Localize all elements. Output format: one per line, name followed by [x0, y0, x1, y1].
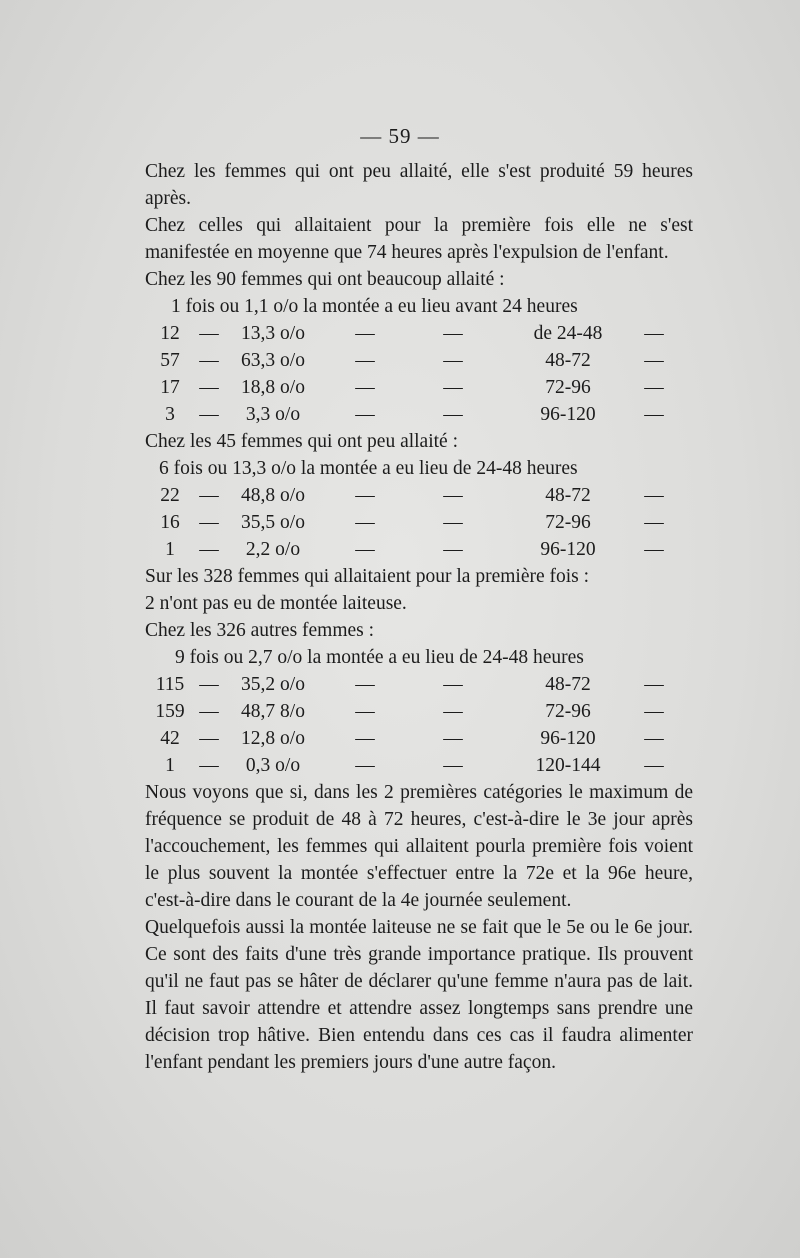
row-ditto: —	[443, 701, 463, 722]
row-ditto: —	[644, 674, 664, 695]
row-percent: 0,3 o/o	[245, 755, 301, 776]
row-ditto: —	[355, 674, 375, 695]
stat-row	[147, 509, 669, 536]
page-body	[145, 158, 693, 1076]
row-percent: 35,2 o/o	[241, 674, 305, 695]
row-ditto: —	[644, 377, 664, 398]
row-ditto: —	[355, 323, 375, 344]
page-number: — 59 —	[360, 124, 440, 148]
row-percent: 13,3 o/o	[241, 323, 305, 344]
row-hour-range: 96-120	[540, 728, 596, 749]
row-dash: —	[199, 701, 219, 722]
row-ditto: —	[644, 755, 664, 776]
stat-row	[147, 347, 669, 374]
stat-row	[147, 374, 669, 401]
stat-row	[147, 536, 669, 563]
paragraph-1: Chez les femmes qui ont peu allaité, elle s'est produité 59 heures après.	[145, 161, 693, 209]
row-ditto: —	[644, 512, 664, 533]
row-dash: —	[199, 674, 219, 695]
row-count: 22	[160, 485, 180, 506]
row-count: 159	[155, 701, 185, 722]
group2-table	[147, 482, 669, 563]
group2-heading: Chez les 45 femmes qui ont peu allaité :	[145, 431, 458, 452]
row-percent: 35,5 o/o	[241, 512, 305, 533]
row-percent: 48,8 o/o	[241, 485, 305, 506]
paragraph-4: Quelquefois aussi la montée laiteuse ne se fait que le 5e ou le 6e jour. Ce sont des faits d'une très grande importance pratique. Ils prouvent qu'il ne faut pas se hâter de déclarer qu'une femme n'aura pas de lait. Il faut savoir attendre et attendre assez longtemps sans prendre une décision trop hâtive. Bien entendu dans ces cas il faudra alimenter l'enfant pendant les premiers jours d'une autre façon.	[145, 917, 693, 1073]
stat-row	[147, 698, 669, 725]
row-hour-range: 120-144	[535, 755, 601, 776]
row-count: 115	[155, 674, 185, 695]
row-count: 57	[160, 350, 180, 371]
row-ditto: —	[355, 512, 375, 533]
row-dash: —	[199, 512, 219, 533]
row-percent: 18,8 o/o	[241, 377, 305, 398]
row-hour-range: de 24-48	[533, 323, 603, 344]
row-ditto: —	[644, 701, 664, 722]
row-dash: —	[199, 377, 219, 398]
row-hour-range: 48-72	[545, 485, 591, 506]
row-dash: —	[199, 539, 219, 560]
row-ditto: —	[355, 539, 375, 560]
row-ditto: —	[355, 350, 375, 371]
row-ditto: —	[443, 485, 463, 506]
group2-first-line: 6 fois ou 13,3 o/o la montée a eu lieu de 24-48 heures	[159, 458, 578, 479]
row-ditto: —	[644, 323, 664, 344]
row-ditto: —	[355, 701, 375, 722]
group1-table	[147, 320, 669, 428]
row-ditto: —	[644, 539, 664, 560]
row-count: 42	[160, 728, 180, 749]
stat-row	[147, 401, 669, 428]
row-ditto: —	[443, 404, 463, 425]
row-dash: —	[199, 485, 219, 506]
row-count: 1	[165, 539, 175, 560]
stat-row	[147, 725, 669, 752]
row-hour-range: 48-72	[545, 350, 591, 371]
row-ditto: —	[443, 512, 463, 533]
stat-row	[147, 320, 669, 347]
row-hour-range: 96-120	[540, 539, 596, 560]
row-ditto: —	[443, 350, 463, 371]
stat-row	[147, 482, 669, 509]
group3-table	[147, 671, 669, 779]
row-ditto: —	[355, 404, 375, 425]
group3-heading: Sur les 328 femmes qui allaitaient pour la première fois :	[145, 566, 590, 587]
row-ditto: —	[644, 404, 664, 425]
row-ditto: —	[443, 377, 463, 398]
row-ditto: —	[355, 377, 375, 398]
row-count: 3	[165, 404, 175, 425]
row-dash: —	[199, 728, 219, 749]
row-hour-range: 72-96	[545, 512, 591, 533]
row-dash: —	[199, 323, 219, 344]
stat-row	[147, 671, 669, 698]
group3-first-line: 9 fois ou 2,7 o/o la montée a eu lieu de 24-48 heures	[175, 647, 584, 668]
group3-subheading: Chez les 326 autres femmes :	[145, 620, 375, 641]
group1-heading: Chez les 90 femmes qui ont beaucoup allaité :	[145, 269, 505, 290]
row-ditto: —	[443, 728, 463, 749]
row-percent: 2,2 o/o	[245, 539, 301, 560]
row-hour-range: 72-96	[545, 377, 591, 398]
group3-note: 2 n'ont pas eu de montée laiteuse.	[145, 593, 407, 614]
row-hour-range: 96-120	[540, 404, 596, 425]
row-count: 1	[165, 755, 175, 776]
row-dash: —	[199, 404, 219, 425]
row-ditto: —	[355, 728, 375, 749]
paragraph-3: Nous voyons que si, dans les 2 premières catégories le maximum de fréquence se produit de 48 à 72 heures, c'est-à-dire le 3e jour après l'accouchement, les femmes qui allaitent pourla première fois voient le plus souvent la montée s'effectuer entre la 72e et la 96e heure, c'est-à-dire dans le courant de la 4e journée seulement.	[145, 782, 693, 911]
row-ditto: —	[443, 539, 463, 560]
row-percent: 48,7 8/o	[241, 701, 305, 722]
row-percent: 3,3 o/o	[245, 404, 301, 425]
row-count: 16	[160, 512, 180, 533]
row-percent: 63,3 o/o	[241, 350, 305, 371]
row-hour-range: 72-96	[545, 701, 591, 722]
row-ditto: —	[644, 485, 664, 506]
row-ditto: —	[355, 485, 375, 506]
row-ditto: —	[443, 755, 463, 776]
row-dash: —	[199, 755, 219, 776]
row-percent: 12,8 o/o	[241, 728, 305, 749]
row-ditto: —	[443, 674, 463, 695]
row-ditto: —	[644, 350, 664, 371]
row-count: 17	[160, 377, 180, 398]
paragraph-2: Chez celles qui allaitaient pour la première fois elle ne s'est manifestée en moyenne que 74 heures après l'expulsion de l'enfant.	[145, 215, 693, 263]
row-count: 12	[160, 323, 180, 344]
row-dash: —	[199, 350, 219, 371]
group1-first-line: 1 fois ou 1,1 o/o la montée a eu lieu avant 24 heures	[171, 296, 578, 317]
row-ditto: —	[443, 323, 463, 344]
row-ditto: —	[644, 728, 664, 749]
row-hour-range: 48-72	[545, 674, 591, 695]
stat-row	[147, 752, 669, 779]
row-ditto: —	[355, 755, 375, 776]
